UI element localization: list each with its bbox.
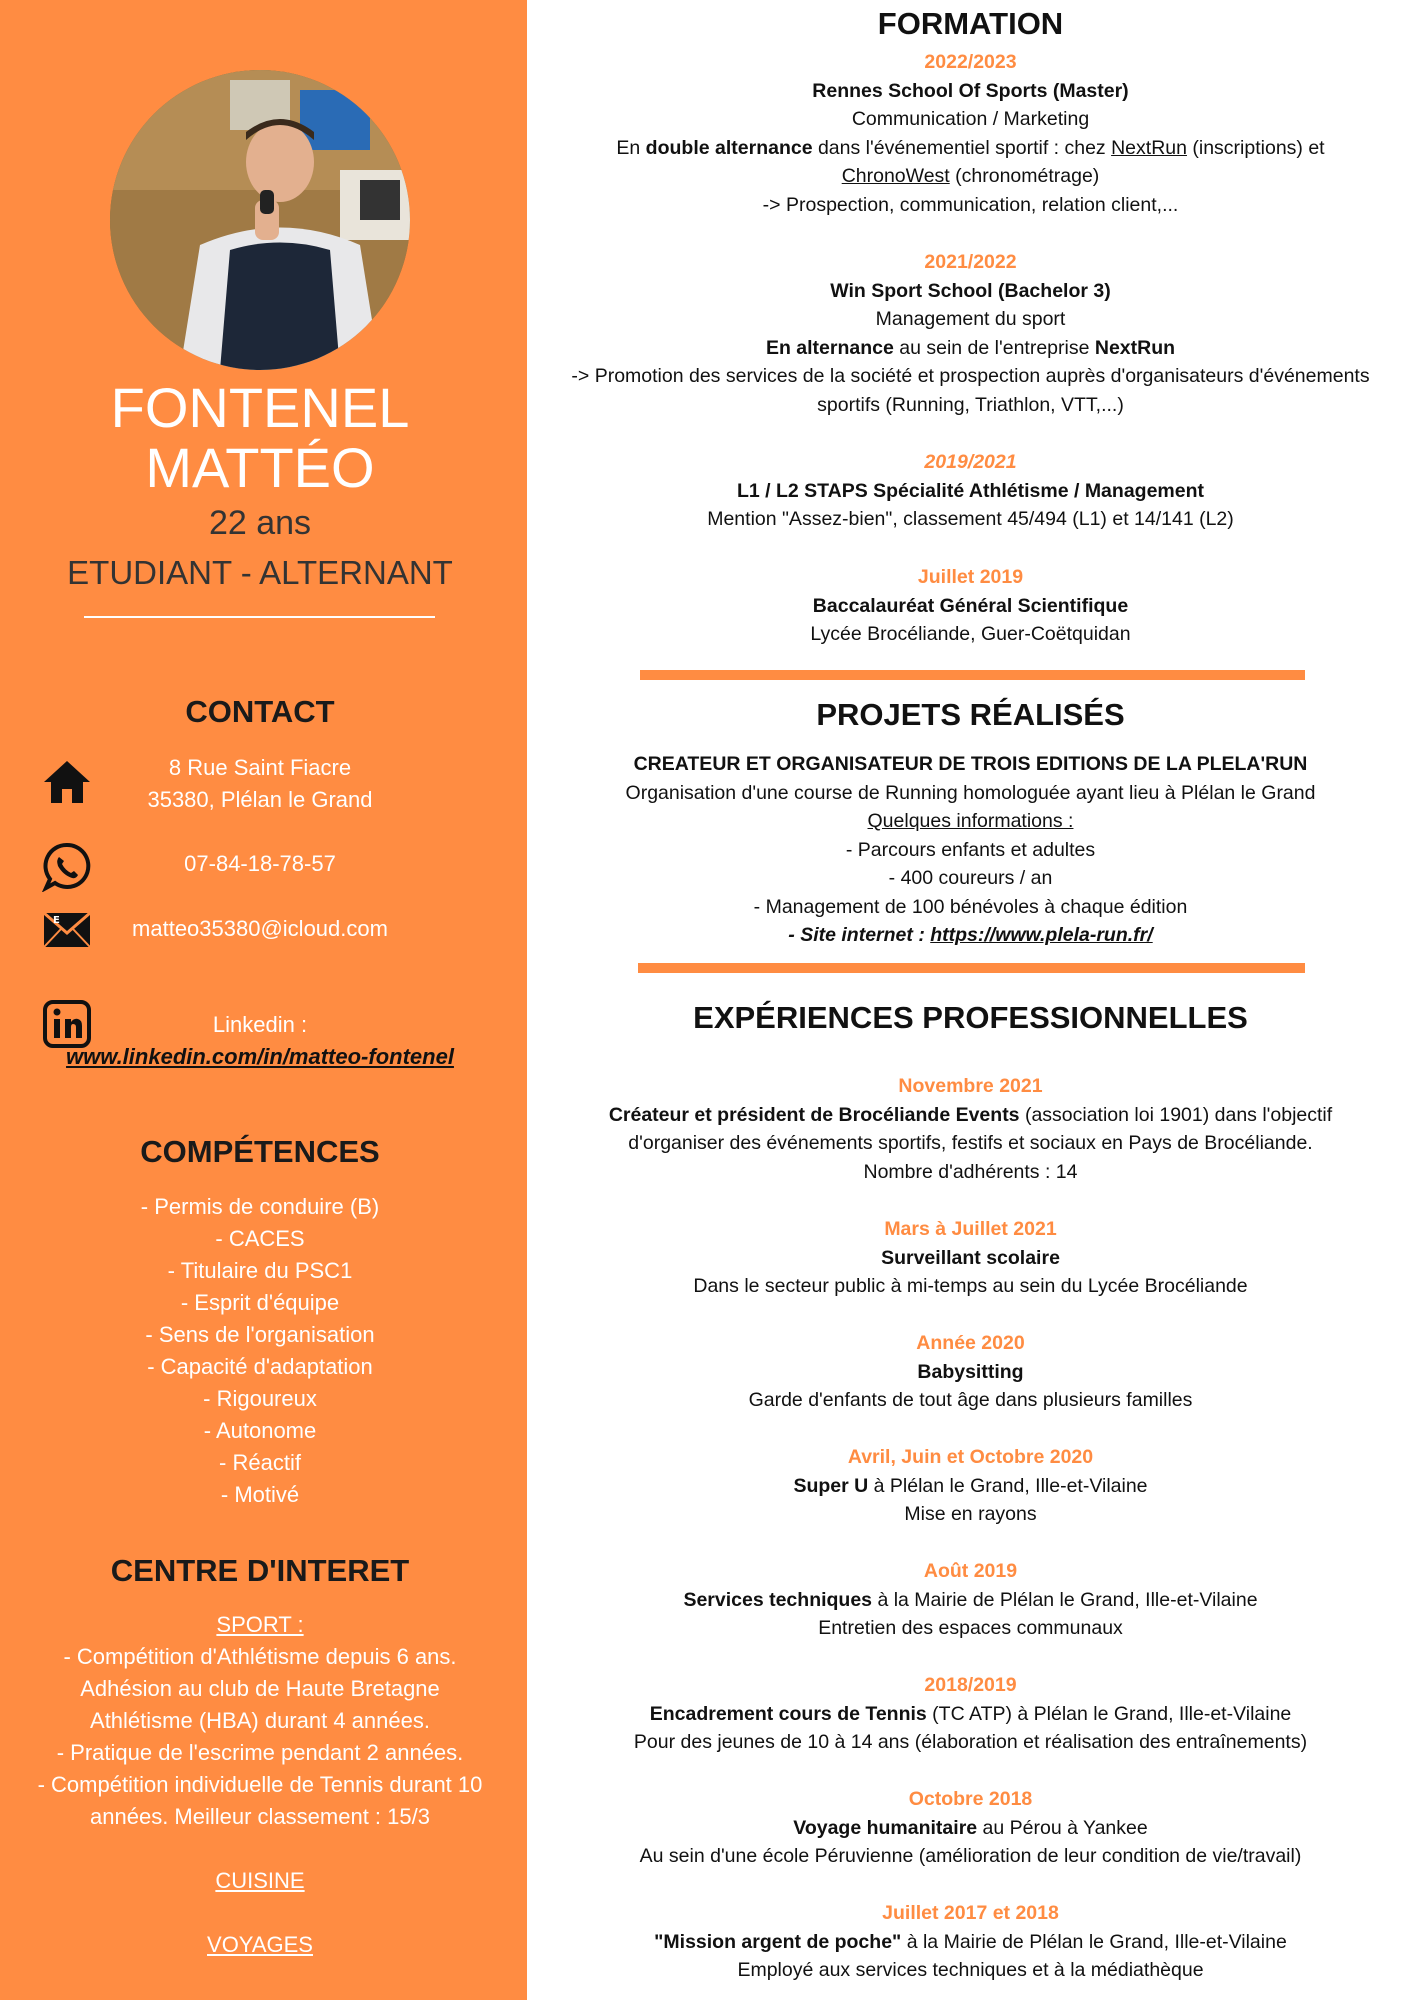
experience-date: Octobre 2018 (908, 1788, 1033, 1810)
experience-line: Voyage humanitaire au Pérou à Yankee (793, 1816, 1148, 1839)
sport-line: - Pratique de l'escrime pendant 2 années. (56, 1740, 464, 1765)
experience-line: Nombre d'adhérents : 14 (863, 1160, 1078, 1183)
experience-line: Pour des jeunes de 10 à 14 ans (élaboration et réalisation des entraînements) (633, 1731, 1308, 1753)
status: ETUDIANT - ALTERNANT (67, 554, 453, 591)
first-name: MATTÉO (145, 436, 375, 499)
svg-text:E: E (53, 915, 60, 926)
experience-date: Novembre 2021 (898, 1075, 1043, 1097)
email-address[interactable]: matteo35380@icloud.com (132, 916, 388, 941)
last-name: FONTENEL (110, 376, 410, 439)
linkedin-label: Linkedin : (212, 1012, 308, 1037)
skill-item: - Rigoureux (203, 1386, 317, 1411)
linkedin-link[interactable]: www.linkedin.com/in/matteo-fontenel (66, 1044, 454, 1069)
skill-item: - Permis de conduire (B) (140, 1194, 380, 1219)
phone-number[interactable]: 07-84-18-78-57 (184, 851, 336, 876)
experience-entry-6 (527, 1671, 1414, 1757)
project-bullet: - Parcours enfants et adultes (845, 838, 1096, 861)
main-content (527, 0, 1414, 2000)
experience-line: Entretien des espaces communaux (818, 1617, 1123, 1639)
experience-line: Créateur et président de Brocéliande Events (association loi 1901) dans l'objectif (608, 1103, 1333, 1126)
formation-detail: En double alternance dans l'événementiel sportif : chez NextRun (inscriptions) et (616, 136, 1325, 159)
skill-item: - Titulaire du PSC1 (167, 1258, 353, 1283)
skill-item: - Capacité d'adaptation (147, 1354, 373, 1379)
experience-date: 2018/2019 (924, 1674, 1017, 1696)
formation-entry-3 (527, 448, 1414, 534)
formation-detail: ChronoWest (chronométrage) (841, 165, 1100, 187)
section-divider (640, 670, 1305, 680)
sport-line: - Compétition d'Athlétisme depuis 6 ans. (63, 1644, 457, 1669)
address-line1: 8 Rue Saint Fiacre (168, 755, 352, 780)
formation-date: 2022/2023 (924, 51, 1017, 73)
experience-line: "Mission argent de poche" à la Mairie de Plélan le Grand, Ille-et-Vilaine (654, 1930, 1287, 1953)
name-divider (84, 616, 435, 618)
home-icon (42, 757, 92, 807)
cuisine-label: CUISINE (215, 1868, 305, 1893)
age: 22 ans (208, 504, 312, 542)
profile-photo (110, 70, 410, 370)
voyages-label: VOYAGES (207, 1932, 313, 1957)
interests-content (0, 1609, 520, 1961)
project-info-label: Quelques informations : (867, 810, 1074, 832)
formation-date: 2021/2022 (924, 251, 1017, 273)
formation-entry-2 (527, 248, 1414, 419)
experience-line: Au sein d'une école Péruvienne (amélioration de leur condition de vie/travail) (639, 1845, 1302, 1867)
experience-line: Employé aux services techniques et à la médiathèque (737, 1959, 1204, 1981)
formation-detail: -> Promotion des services de la société et prospection auprès d'organisateurs d'événements (571, 365, 1370, 387)
experience-line: Mise en rayons (904, 1503, 1037, 1525)
section-divider (638, 963, 1305, 973)
experience-line: d'organiser des événements sportifs, festifs et sociaux en Pays de Brocéliande. (628, 1132, 1313, 1154)
experience-entry-1 (527, 1072, 1414, 1186)
formation-field: Communication / Marketing (851, 108, 1090, 130)
formation-date: Juillet 2019 (917, 566, 1024, 588)
experience-line: Super U à Plélan le Grand, Ille-et-Vilaine (793, 1474, 1148, 1497)
skill-item: - Réactif (219, 1450, 301, 1475)
experience-line: Dans le secteur public à mi-temps au sein du Lycée Brocéliande (693, 1275, 1248, 1297)
formation-detail: -> Prospection, communication, relation client,... (762, 193, 1179, 216)
formation-detail: En alternance au sein de l'entreprise NextRun (765, 336, 1176, 359)
sport-label: SPORT : (216, 1612, 304, 1637)
formation-school: Win Sport School (Bachelor 3) (830, 279, 1111, 302)
contact-title: CONTACT (185, 694, 335, 729)
sport-line: - Compétition individuelle de Tennis durant 10 (37, 1772, 483, 1797)
experience-date: Mars à Juillet 2021 (884, 1218, 1057, 1240)
skill-item: - CACES (215, 1226, 305, 1251)
project-bullet: - Management de 100 bénévoles à chaque édition (753, 895, 1188, 918)
formation-entry-4 (527, 563, 1414, 649)
experience-entry-5 (527, 1557, 1414, 1643)
address-line2: 35380, Plélan le Grand (147, 787, 373, 812)
formation-detail: Mention "Assez-bien", classement 45/494 (L1) et 14/141 (L2) (707, 508, 1234, 530)
project-desc: Organisation d'une course de Running homologuée ayant lieu à Plélan le Grand (625, 781, 1316, 804)
skill-item: - Sens de l'organisation (145, 1322, 375, 1347)
email-icon (42, 905, 92, 955)
formation-entry-1 (527, 48, 1414, 219)
project-bullet: - 400 coureurs / an (888, 867, 1053, 889)
formation-school: Baccalauréat Général Scientifique (812, 594, 1129, 617)
skill-item: - Motivé (220, 1482, 300, 1507)
project-site-link[interactable]: https://www.plela-run.fr/ (930, 924, 1153, 946)
experience-line: Surveillant scolaire (881, 1246, 1060, 1269)
sidebar (0, 0, 527, 2000)
formation-school: Rennes School Of Sports (Master) (812, 79, 1129, 102)
experiences-title: EXPÉRIENCES PROFESSIONNELLES (693, 1000, 1248, 1035)
sport-line: Adhésion au club de Haute Bretagne (80, 1676, 440, 1701)
experience-entry-8 (527, 1899, 1414, 1985)
projects-content (527, 750, 1414, 950)
formation-title: FORMATION (877, 6, 1064, 41)
interests-title: CENTRE D'INTERET (110, 1553, 410, 1588)
experience-entry-3 (527, 1329, 1414, 1415)
skill-item: - Esprit d'équipe (180, 1290, 340, 1315)
profile-photo-illustration (110, 70, 410, 370)
experience-date: Juillet 2017 et 2018 (882, 1902, 1059, 1924)
formation-school: L1 / L2 STAPS Spécialité Athlétisme / Management (736, 479, 1205, 502)
formation-field: Management du sport (875, 308, 1066, 330)
sport-line: années. Meilleur classement : 15/3 (90, 1804, 430, 1829)
skills-list (0, 1191, 520, 1511)
skill-item: - Autonome (203, 1418, 317, 1443)
project-heading: CREATEUR ET ORGANISATEUR DE TROIS EDITIONS DE LA PLELA'RUN (633, 753, 1308, 775)
projects-title: PROJETS RÉALISÉS (816, 697, 1125, 732)
skills-title: COMPÉTENCES (140, 1134, 380, 1169)
formation-date: 2019/2021 (924, 451, 1017, 473)
formation-detail: Lycée Brocéliande, Guer-Coëtquidan (810, 623, 1131, 645)
project-site: - Site internet : https://www.plela-run.fr/ (788, 924, 1153, 946)
experience-entry-2 (527, 1215, 1414, 1301)
experience-line: Services techniques à la Mairie de Plélan le Grand, Ille-et-Vilaine (683, 1588, 1258, 1611)
formation-detail: sportifs (Running, Triathlon, VTT,...) (817, 393, 1124, 416)
experience-entry-4 (527, 1443, 1414, 1529)
experience-date: Année 2020 (916, 1332, 1025, 1354)
whatsapp-icon (42, 842, 92, 892)
experience-line: Encadrement cours de Tennis (TC ATP) à Plélan le Grand, Ille-et-Vilaine (649, 1702, 1292, 1725)
experience-date: Août 2019 (923, 1560, 1018, 1582)
experience-line: Garde d'enfants de tout âge dans plusieurs familles (748, 1389, 1193, 1411)
experience-date: Avril, Juin et Octobre 2020 (847, 1446, 1094, 1468)
sport-line: Athlétisme (HBA) durant 4 années. (90, 1708, 430, 1733)
experience-line: Babysitting (917, 1360, 1024, 1383)
experience-entry-7 (527, 1785, 1414, 1871)
